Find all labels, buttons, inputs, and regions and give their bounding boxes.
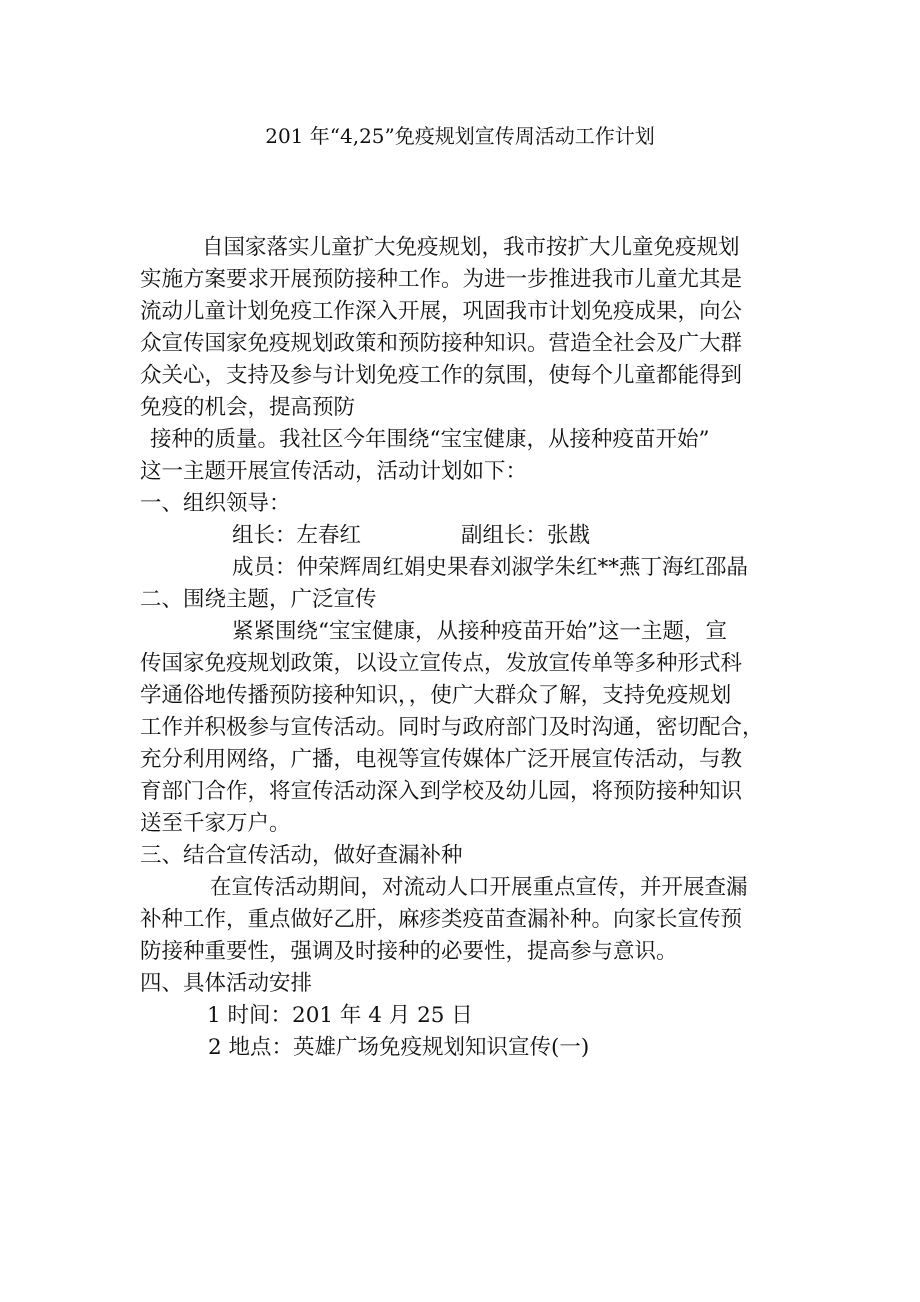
- leader-line: [140, 520, 800, 552]
- intro-line: 接种的质量。我社区今年围绕“宝宝健康，从接种疫苗开始”: [150, 427, 710, 452]
- section-line: 传国家免疫规划政策，以设立宣传点，发放宣传单等多种形式科: [140, 651, 743, 676]
- intro-line: 自国家落实儿童扩大免疫规划，我市按扩大儿童免疫规划: [202, 235, 740, 260]
- intro-line: 众宣传国家免疫规划政策和预防接种知识。营造全社会及广大群: [140, 331, 743, 356]
- document-title: 201 年“4,25”免疫规划宣传周活动工作计划: [265, 124, 655, 148]
- section-line: 在宣传活动期间，对流动人口开展重点宣传，并开展查漏: [210, 875, 748, 900]
- section-heading: 三、结合宣传活动，做好查漏补种: [140, 843, 463, 868]
- deputy-text: 副组长：张戡: [461, 523, 591, 548]
- section-line: 学通俗地传播预防接种知识，，使广大群众了解，支持免疫规划: [140, 683, 732, 708]
- document-body: [140, 232, 800, 1064]
- section-heading: 二、围绕主题，广泛宣传: [140, 587, 377, 612]
- intro-line: 这一主题开展宣传活动，活动计划如下：: [140, 459, 528, 484]
- intro-line: 免疫的机会，提高预防: [140, 395, 356, 420]
- section-line: 育部门合作，将宣传活动深入到学校及幼儿园，将预防接种知识: [140, 779, 743, 804]
- members-line: 成员：仲荣辉周红娟史果春刘淑学朱红**燕丁海红邵晶: [232, 555, 749, 580]
- section-heading: 一、组织领导：: [140, 491, 291, 516]
- intro-line: 实施方案要求开展预防接种工作。为进一步推进我市儿童尤其是: [140, 267, 743, 292]
- leader-text: 组长：左春红: [232, 523, 362, 548]
- section-line: 紧紧围绕“宝宝健康，从接种疫苗开始”这一主题，宣: [232, 619, 727, 644]
- section-heading: 四、具体活动安排: [140, 971, 313, 996]
- intro-line: 流动儿童计划免疫工作深入开展，巩固我市计划免疫成果，向公: [140, 299, 743, 324]
- section-line: 送至千家万户。: [140, 811, 291, 836]
- section-line: 防接种重要性，强调及时接种的必要性，提高参与意识。: [140, 939, 678, 964]
- section-line: 工作并积极参与宣传活动。同时与政府部门及时沟通，密切配合，: [140, 715, 764, 740]
- section-line: 补种工作，重点做好乙肝，麻疹类疫苗查漏补种。向家长宣传预: [140, 907, 743, 932]
- section-line: 充分利用网络，广播，电视等宣传媒体广泛开展宣传活动，与教: [140, 747, 743, 772]
- schedule-time: 1 时间：201 年 4 月 25 日: [207, 1003, 473, 1028]
- intro-line: 众关心，支持及参与计划免疫工作的氛围，使每个儿童都能得到: [140, 363, 743, 388]
- schedule-place: 2 地点：英雄广场免疫规划知识宣传(一): [208, 1035, 590, 1060]
